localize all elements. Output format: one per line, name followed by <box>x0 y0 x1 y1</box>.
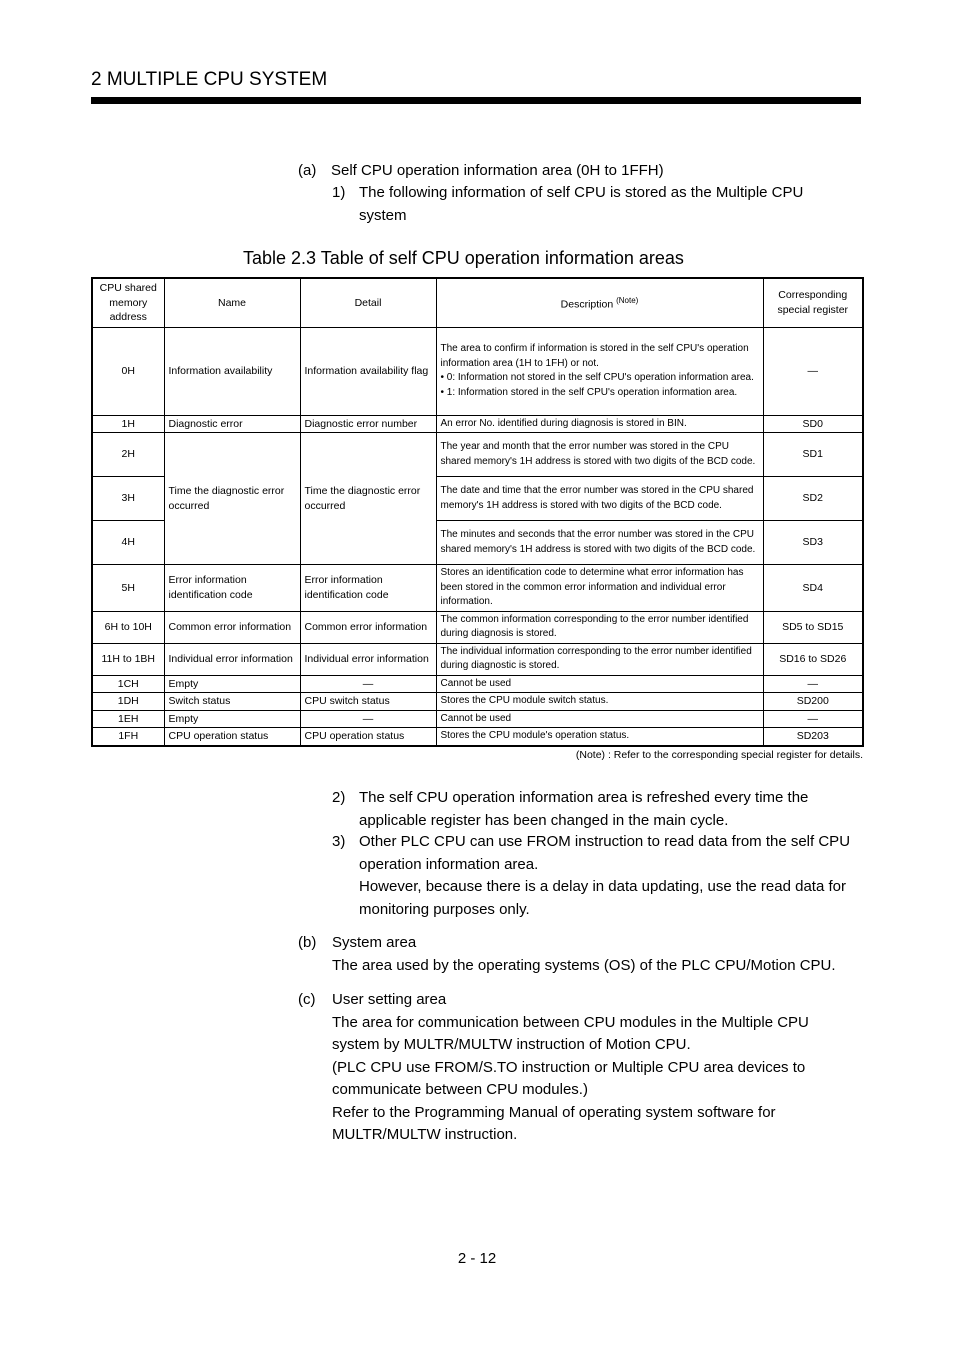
table-row <box>92 675 863 693</box>
cell-address: 4H <box>92 521 164 565</box>
cell-detail: — <box>300 710 436 728</box>
table-row <box>92 433 863 477</box>
cell-description: Cannot be used <box>436 675 763 693</box>
cell-address: 2H <box>92 433 164 477</box>
cell-name: Empty <box>164 710 300 728</box>
cell-register: SD0 <box>763 415 863 433</box>
cell-address: 1EH <box>92 710 164 728</box>
cell-register: SD2 <box>763 477 863 521</box>
item-3-text-2: However, because there is a delay in data updating, use the read data for monitoring purposes only. <box>359 878 846 918</box>
table-row <box>92 611 863 643</box>
item-2-num: 2) <box>332 789 346 806</box>
section-c-text-1: The area for communication between CPU modules in the Multiple CPU system by MULTR/MULTW instruction of Motion CPU. <box>332 1013 809 1053</box>
cell-description: An error No. identified during diagnosis is stored in BIN. <box>436 415 763 433</box>
item-3-num: 3) <box>332 833 346 850</box>
description-intro: The area to confirm if information is stored in the self CPU's operation information area (1H to 1FH) or not. <box>440 343 749 369</box>
cell-description: The minutes and seconds that the error number was stored in the CPU shared memory's 1H address is stored with two digits of the BCD code. <box>436 521 763 565</box>
description-bullet: • 1: Information stored in the self CPU's operation information area. <box>440 386 738 398</box>
table-row <box>92 643 863 675</box>
cell-name: Switch status <box>164 693 300 711</box>
item-3 <box>332 831 854 921</box>
section-b <box>298 932 868 977</box>
cell-name: CPU operation status <box>164 728 300 746</box>
cell-description: Cannot be used <box>436 710 763 728</box>
cell-register: SD3 <box>763 521 863 565</box>
header-description <box>436 278 763 327</box>
section-a <box>298 160 858 183</box>
cell-description: The date and time that the error number was stored in the CPU shared memory's 1H address is stored with two digits of the BCD code. <box>436 477 763 521</box>
cell-description: The common information corresponding to the error number identified during diagnosis is stored. <box>436 611 763 643</box>
header-address: CPU shared memory address <box>92 278 164 327</box>
table-row <box>92 710 863 728</box>
header-register: Corresponding special register <box>763 278 863 327</box>
table-note: (Note) : Refer to the corresponding special register for details. <box>575 749 863 761</box>
section-c <box>298 989 838 1147</box>
section-b-title: System area <box>332 934 417 951</box>
cell-name: Error information identification code <box>164 565 300 612</box>
cell-register: — <box>763 675 863 693</box>
section-b-label: (b) <box>298 934 317 951</box>
header-rule <box>91 97 861 104</box>
cell-description: Stores the CPU module switch status. <box>436 693 763 711</box>
table-caption: Table 2.3 Table of self CPU operation information areas <box>243 248 684 268</box>
cell-name: Diagnostic error <box>164 415 300 433</box>
cell-description: Stores the CPU module's operation status. <box>436 728 763 746</box>
cell-detail: Time the diagnostic error occurred <box>300 433 436 565</box>
section-a-label: (a) <box>298 162 317 179</box>
cell-description: Stores an identification code to determine what error information has been stored in the common error information and individual error information. <box>436 565 763 612</box>
cell-detail: CPU switch status <box>300 693 436 711</box>
cell-name: Information availability <box>164 327 300 415</box>
table-row <box>92 728 863 746</box>
description-bullet: • 0: Information not stored in the self CPU's operation information area. <box>440 372 754 383</box>
cell-register: — <box>763 710 863 728</box>
item-1 <box>332 182 832 227</box>
cell-register: SD200 <box>763 693 863 711</box>
cell-address: 0H <box>92 327 164 415</box>
cell-detail: Information availability flag <box>300 327 436 415</box>
cell-address: 1H <box>92 415 164 433</box>
cell-register: SD1 <box>763 433 863 477</box>
cell-address: 1DH <box>92 693 164 711</box>
item-1-text: The following information of self CPU is stored as the Multiple CPU system <box>359 184 804 224</box>
cell-register: — <box>763 327 863 415</box>
table-row <box>92 565 863 612</box>
cell-name: Individual error information <box>164 643 300 675</box>
cell-address: 5H <box>92 565 164 612</box>
header-name: Name <box>164 278 300 327</box>
cell-detail: Common error information <box>300 611 436 643</box>
cell-name: Common error information <box>164 611 300 643</box>
cell-register: SD5 to SD15 <box>763 611 863 643</box>
operation-info-table <box>91 277 864 747</box>
section-c-text-2: (PLC CPU use FROM/S.TO instruction or Multiple CPU area devices to communicate between CPU modules.) <box>332 1058 806 1098</box>
header-detail: Detail <box>300 278 436 327</box>
cell-address: 1CH <box>92 675 164 693</box>
item-2-text: The self CPU operation information area is refreshed every time the applicable register has been changed in the main cycle. <box>359 789 809 829</box>
cell-register: SD16 to SD26 <box>763 643 863 675</box>
section-c-text-3: Refer to the Programming Manual of operating system software for MULTR/MULTW instruction. <box>332 1103 776 1143</box>
cell-description <box>436 327 763 415</box>
table-header-row <box>92 278 863 327</box>
table-row <box>92 693 863 711</box>
section-c-title: User setting area <box>332 991 447 1008</box>
table-row <box>92 327 863 415</box>
chapter-header: 2 MULTIPLE CPU SYSTEM <box>91 69 328 90</box>
header-description-note: (Note) <box>616 295 639 305</box>
item-3-text: Other PLC CPU can use FROM instruction to read data from the self CPU operation information area. <box>359 833 851 873</box>
cell-address: 11H to 1BH <box>92 643 164 675</box>
cell-detail: Diagnostic error number <box>300 415 436 433</box>
cell-register: SD203 <box>763 728 863 746</box>
item-2 <box>332 787 847 832</box>
cell-register: SD4 <box>763 565 863 612</box>
cell-detail: Error information identification code <box>300 565 436 612</box>
table-row <box>92 415 863 433</box>
cell-address: 6H to 10H <box>92 611 164 643</box>
cell-description: The individual information corresponding to the error number identified during diagnostic is stored. <box>436 643 763 675</box>
header-description-text: Description <box>560 298 614 311</box>
cell-address: 3H <box>92 477 164 521</box>
section-a-title: Self CPU operation information area (0H to 1FFH) <box>331 162 664 179</box>
item-1-num: 1) <box>332 184 346 201</box>
cell-detail: Individual error information <box>300 643 436 675</box>
page-number: 2 - 12 <box>457 1250 497 1267</box>
section-b-text: The area used by the operating systems (OS) of the PLC CPU/Motion CPU. <box>332 956 836 974</box>
cell-address: 1FH <box>92 728 164 746</box>
cell-detail: — <box>300 675 436 693</box>
section-c-label: (c) <box>298 991 316 1008</box>
cell-name: Empty <box>164 675 300 693</box>
cell-detail: CPU operation status <box>300 728 436 746</box>
cell-description: The year and month that the error number was stored in the CPU shared memory's 1H address is stored with two digits of the BCD code. <box>436 433 763 477</box>
cell-name: Time the diagnostic error occurred <box>164 433 300 565</box>
